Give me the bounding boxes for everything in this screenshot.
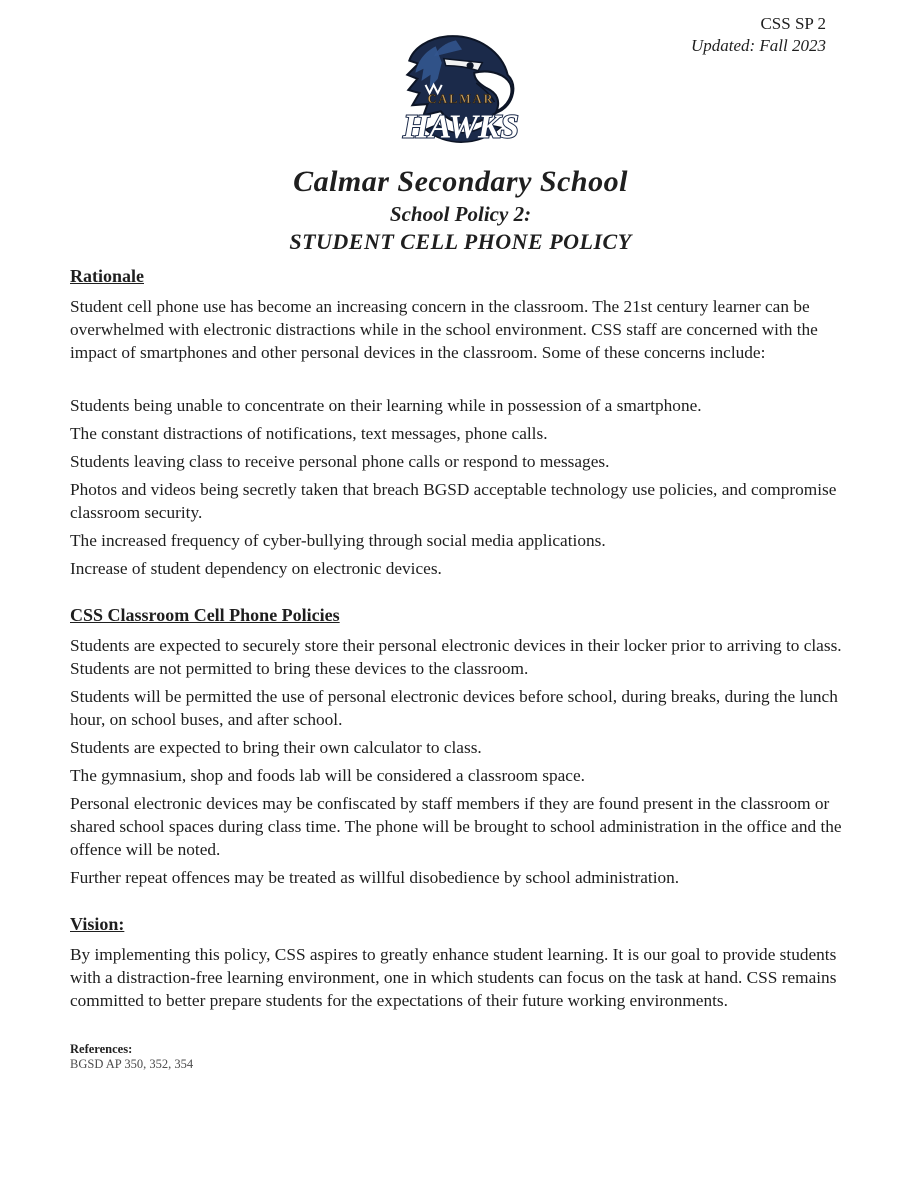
concern-item: Photos and videos being secretly taken that breach BGSD acceptable technology use policies, and compromise classroom security. <box>70 480 837 522</box>
doc-code: CSS SP 2 <box>760 14 826 33</box>
school-name-title: Calmar Secondary School <box>293 165 628 198</box>
doc-updated-date: Updated: Fall 2023 <box>690 36 826 55</box>
policy-item: Further repeat offences may be treated as willful disobedience by school administration. <box>70 868 680 887</box>
rationale-intro-paragraph: Student cell phone use has become an increasing concern in the classroom. The 21st century learner can be overwhelmed with electronic distractions while in the school environment. CSS staff are concerned with the impact of smartphones and other personal devices in the classroom. Some of these concerns include: <box>70 297 818 362</box>
hawk-eye <box>466 62 473 69</box>
references-label: References: <box>70 1042 133 1056</box>
policy-item: Students are expected to bring their own calculator to class. <box>70 738 482 757</box>
school-logo <box>385 32 537 155</box>
concern-item: Students leaving class to receive personal phone calls or respond to messages. <box>70 452 610 471</box>
document-header-meta <box>691 13 826 57</box>
hawk-mascot-icon <box>385 32 537 150</box>
policy-item: Students will be permitted the use of personal electronic devices before school, during breaks, during the lunch hour, on school buses, and after school. <box>70 687 838 729</box>
rationale-heading: Rationale <box>70 266 144 286</box>
logo-location-text: CALMAR <box>427 92 494 107</box>
policy-item: Personal electronic devices may be confiscated by staff members if they are found present in the classroom or shared school spaces during class time. The phone will be brought to school administration in the office and the offence will be noted. <box>70 794 842 859</box>
vision-heading: Vision: <box>70 914 125 934</box>
vision-paragraph: By implementing this policy, CSS aspires to greatly enhance student learning. It is our goal to provide students with a distraction-free learning environment, one in which students can focus on the task at hand. CSS remains committed to better prepare students for the expectations of their future working environments. <box>70 945 837 1010</box>
references-value: BGSD AP 350, 352, 354 <box>70 1057 194 1071</box>
policy-item: Students are expected to securely store their personal electronic devices in their locker prior to arriving to class. Students are not permitted to bring these devices to the classroom. <box>70 636 842 678</box>
concern-item: Increase of student dependency on electronic devices. <box>70 559 442 578</box>
logo-name-text: HAWKS <box>402 108 519 146</box>
concern-item: The constant distractions of notifications, text messages, phone calls. <box>70 424 548 443</box>
policy-number-subtitle: School Policy 2: <box>389 202 532 226</box>
spacer <box>70 369 855 394</box>
policy-item: The gymnasium, shop and foods lab will be considered a classroom space. <box>70 766 585 785</box>
document-body <box>0 255 921 1072</box>
references-block <box>70 1042 855 1072</box>
policy-name-subtitle: STUDENT CELL PHONE POLICY <box>289 229 632 254</box>
concern-item: Students being unable to concentrate on their learning while in possession of a smartphone. <box>70 396 702 415</box>
policies-heading: CSS Classroom Cell Phone Policies <box>70 605 340 625</box>
concern-item: The increased frequency of cyber-bullying through social media applications. <box>70 531 606 550</box>
title-block <box>0 165 921 255</box>
